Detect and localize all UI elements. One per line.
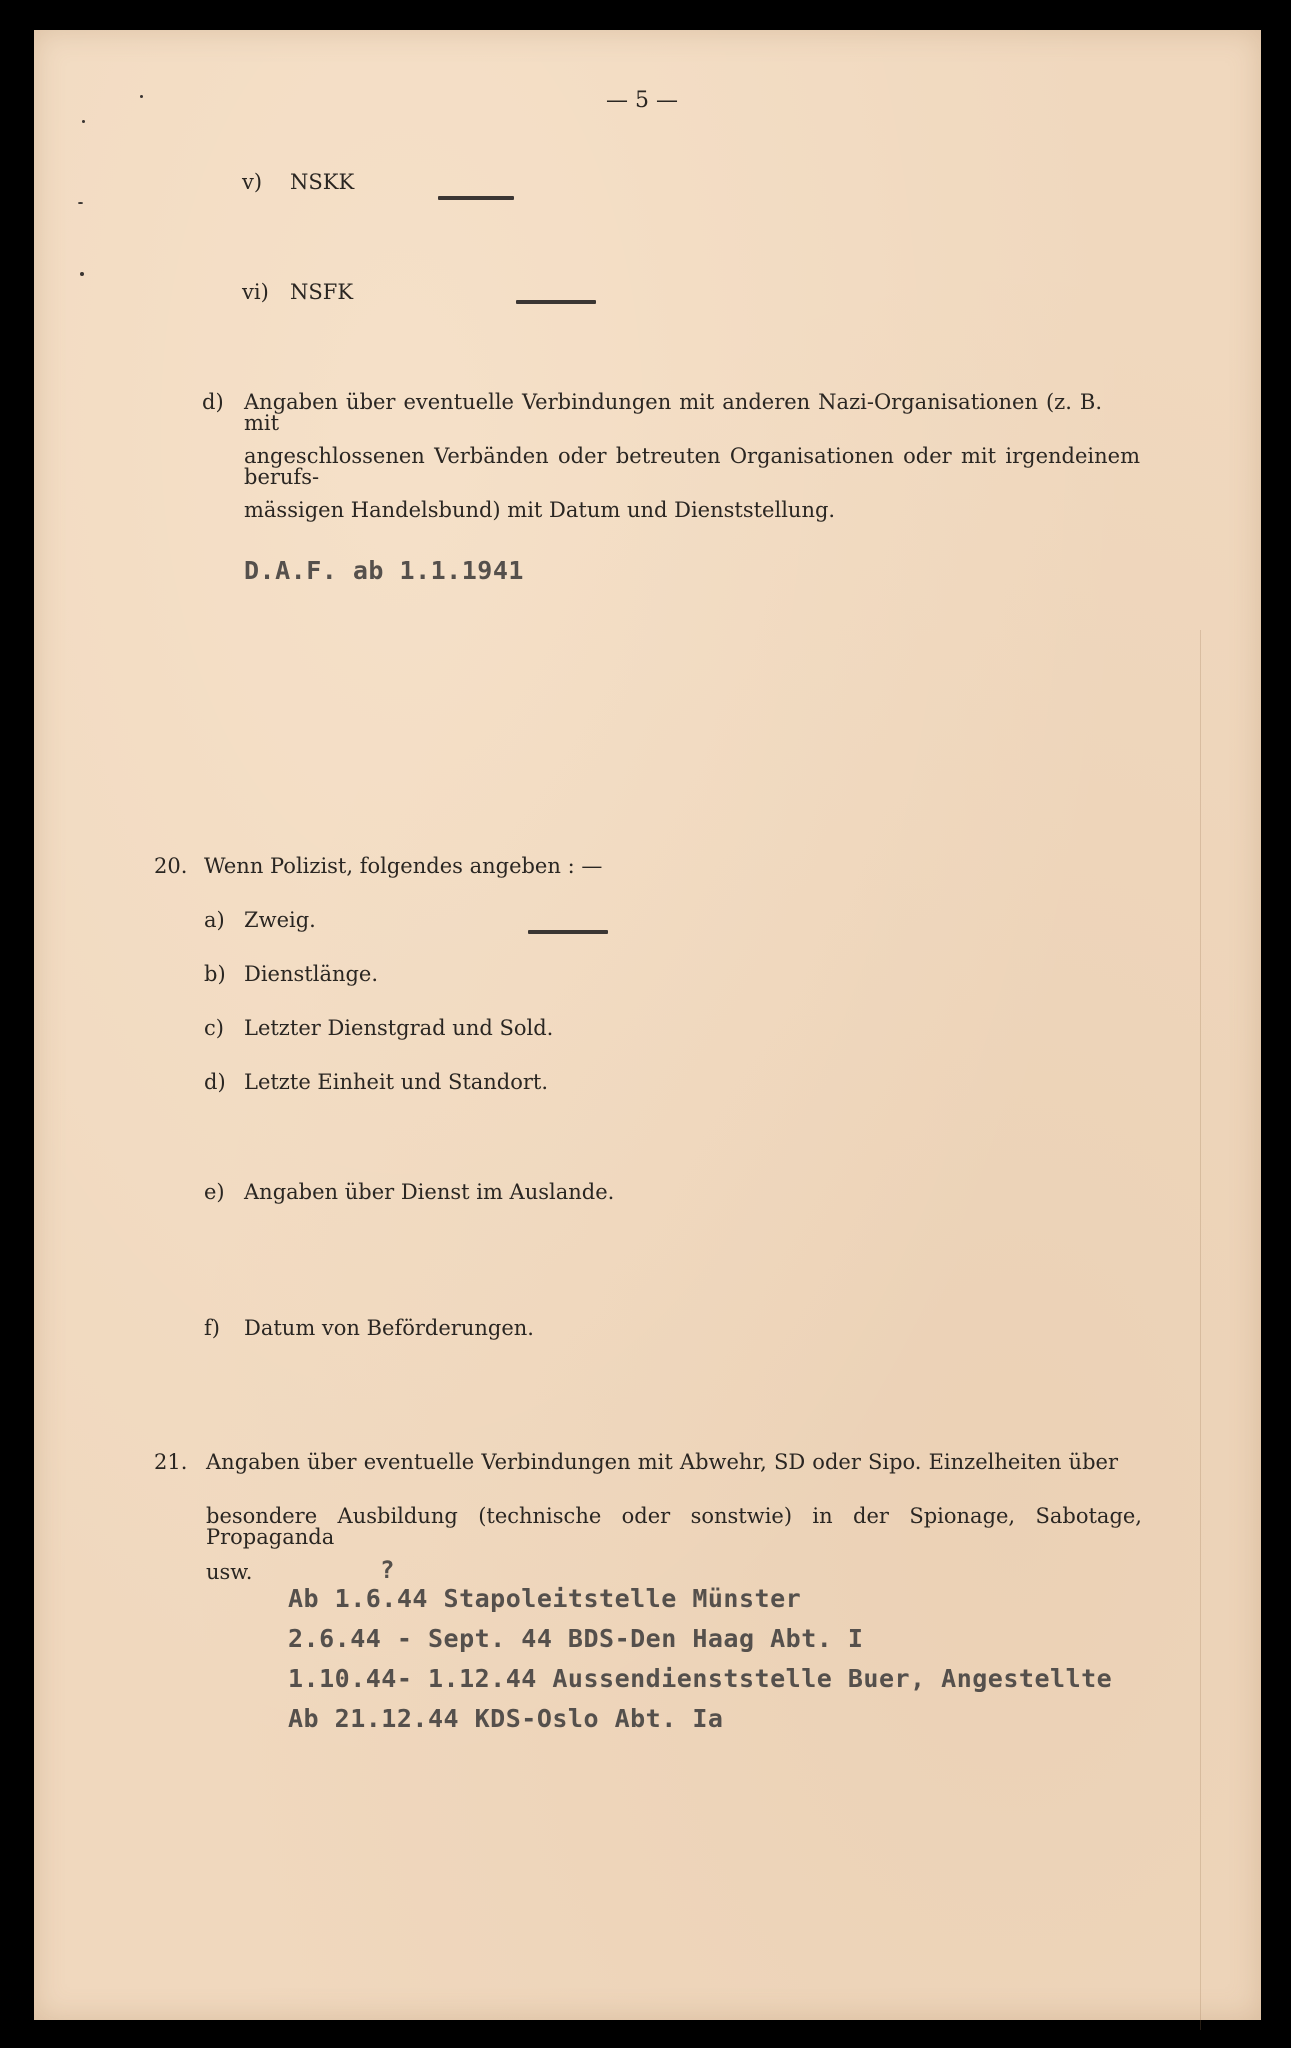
q21-line2: besondere Ausbildung (technische oder sonstwie) in der Spionage, Sabotage, Propaganda [206, 1504, 1142, 1549]
item-v-dash [438, 196, 514, 200]
speck [140, 95, 143, 98]
item-v-text: NSKK [290, 170, 355, 194]
item-vi-label: vi) [242, 280, 269, 304]
q21-answer-line: Ab 1.6.44 Stapoleitstelle Münster [288, 1584, 802, 1613]
q20-c-label: c) [204, 1016, 224, 1040]
speck [78, 202, 83, 204]
q20-e-label: e) [204, 1180, 225, 1204]
q20-c-text: Letzter Dienstgrad und Sold. [244, 1016, 554, 1040]
q20-f-label: f) [204, 1316, 220, 1340]
q20-a-dash [528, 930, 608, 934]
q21-number: 21. [154, 1450, 188, 1474]
q21-answer-line: Ab 21.12.44 KDS-Oslo Abt. Ia [288, 1704, 724, 1733]
speck [80, 272, 84, 276]
item-d-line1: Angaben über eventuelle Verbindungen mit anderen Nazi-Organisationen (z. B. mit [244, 390, 1102, 435]
q21-answer-line: 1.10.44- 1.12.44 Aussendienststelle Buer, Angestellte [288, 1664, 1113, 1693]
item-d-label: d) [202, 390, 224, 414]
q21-line1: Angaben über eventuelle Verbindungen mit Abwehr, SD oder Sipo. Einzelheiten über [206, 1450, 1118, 1474]
q20-d-label: d) [204, 1070, 226, 1094]
q20-b-label: b) [204, 962, 226, 986]
q20-a-text: Zweig. [244, 908, 316, 932]
speck [82, 120, 85, 123]
q21-answer-line: 2.6.44 - Sept. 44 BDS-Den Haag Abt. I [288, 1624, 864, 1653]
item-v-label: v) [242, 170, 263, 194]
q20-f-text: Datum von Beförderungen. [244, 1316, 534, 1340]
q20-e-text: Angaben über Dienst im Auslande. [244, 1180, 615, 1204]
item-d-answer: D.A.F. ab 1.1.1941 [244, 556, 524, 585]
item-vi-text: NSFK [290, 280, 354, 304]
q20-number: 20. [154, 854, 188, 878]
item-d-line2: angeschlossenen Verbänden oder betreuten Organisationen oder mit irgendeinem berufs- [244, 444, 1140, 489]
q21-question-mark: ? [380, 1556, 395, 1584]
q20-a-label: a) [204, 908, 225, 932]
page-number: — 5 — [606, 88, 678, 113]
q20-d-text: Letzte Einheit und Standort. [244, 1070, 549, 1094]
item-d-line3: mässigen Handelsbund) mit Datum und Dienststellung. [244, 498, 836, 522]
q20-b-text: Dienstlänge. [244, 962, 379, 986]
item-vi-dash [516, 300, 596, 304]
paper-fold-line [1200, 630, 1201, 2030]
q20-text: Wenn Polizist, folgendes angeben : — [204, 854, 603, 878]
q21-line3: usw. [206, 1560, 253, 1584]
